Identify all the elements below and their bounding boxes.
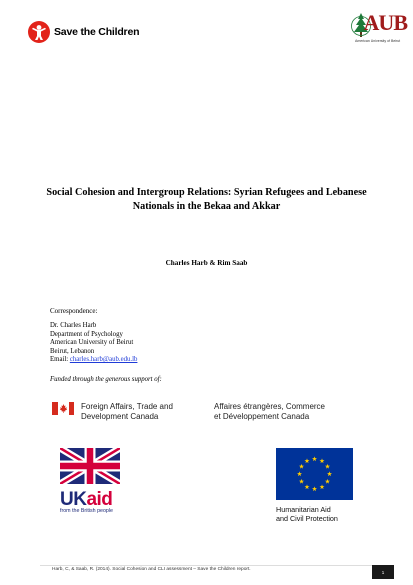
title-line-1: Social Cohesion and Intergroup Relations: Syrian Refugees and Lebanese [46,187,367,198]
eu-star-icon [305,484,310,489]
correspondence-label: Correspondence: [50,307,98,315]
canada-flag-icon [52,402,74,415]
correspondence-block [50,322,137,365]
eu-flag-icon [276,448,353,500]
save-the-children-logo [28,20,139,44]
canada-english-text: Foreign Affairs, Trade and Development Canada [81,402,173,421]
funded-note: Funded through the generous support of: [50,376,162,383]
eu-star-icon [299,464,304,469]
contact-name: Dr. Charles Harb [50,322,97,329]
report-title [40,186,373,214]
eu-echo-text: Humanitarian Aid and Civil Protection [276,505,338,523]
eu-star-icon [305,458,310,463]
aub-logo [351,8,407,48]
union-jack-icon [60,448,120,484]
page-number: 1 [372,565,394,579]
email-label: Email: [50,356,69,364]
aub-subtitle: American University of Beirut [355,39,401,43]
email-link[interactable]: charles.harb@aub.edu.lb [69,356,138,364]
ukaid-logo [60,448,120,514]
ukaid-wordmark: UKaid [60,489,113,510]
contact-department: Department of Psychology [50,330,123,338]
stc-name: Save the Children [54,26,140,38]
eu-star-icon [320,484,325,489]
eu-star-icon [312,456,317,461]
eu-star-icon [297,471,302,476]
ukaid-tagline: from the British people [60,508,113,514]
contact-university: American University of Beirut [50,339,134,347]
eu-star-icon [320,458,325,463]
canada-french-text: Affaires étrangères, Commerce et Développement Canada [214,402,326,421]
eu-star-icon [312,486,317,491]
footer-citation: Harb, C, & Saab, R. (2014). Social Cohesion and CLI assessment – Save the Children report. [52,567,251,572]
eu-star-icon [325,464,330,469]
eu-star-icon [327,471,332,476]
footer-divider [40,565,373,566]
child-figure-icon [28,21,50,43]
eu-star-icon [299,479,304,484]
contact-city: Beirut, Lebanon [50,347,95,355]
eu-star-icon [325,479,330,484]
authors: Charles Harb & Rim Saab [165,259,248,267]
contact-email-row [50,356,137,365]
title-line-2: Nationals in the Bekaa and Akkar [132,201,281,212]
aub-name: AUB [363,10,407,35]
